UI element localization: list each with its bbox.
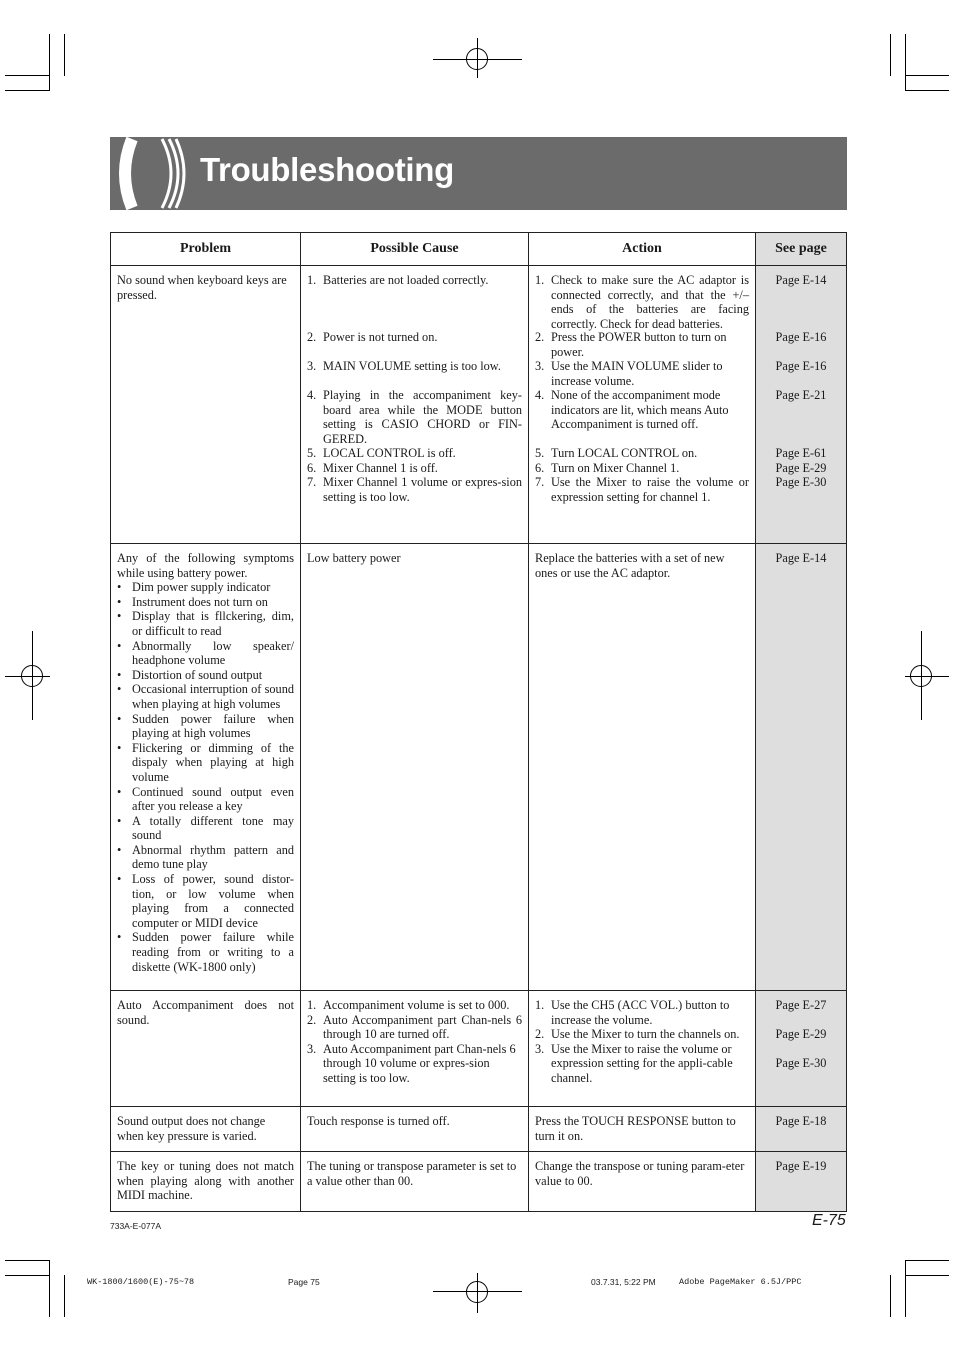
footer-file-name: WK-1800/1600(E)-75~78 [87, 1277, 195, 1287]
page-title: Troubleshooting [200, 151, 454, 188]
list-item: 1. Batteries are not loaded correctly. [307, 273, 489, 287]
list-item: 3. MAIN VOLUME setting is too low. [307, 359, 501, 373]
list-item: 2. Use the Mixer to turn the channels on. [535, 1027, 740, 1042]
list-item: 6. Turn on Mixer Channel 1. [535, 460, 680, 475]
cause-cell: Low battery power [307, 551, 401, 565]
action-cell: Press the TOUCH RESPONSE button to turn it on. [535, 1114, 736, 1143]
list-item: 4. None of the accompaniment mode indicators are lit, which means Auto Accompaniment is turned off. [535, 388, 729, 432]
table-row [111, 991, 847, 1107]
page-cell [756, 991, 846, 1079]
list-item: 2. Press the POWER button to turn on power. [535, 330, 727, 359]
page-ref: Page E-21 [775, 388, 827, 402]
action-cell: Replace the batteries with a set of new ones or use the AC adaptor. [535, 551, 725, 580]
list-item: • Flickering or dimming of the dispaly when playing at high volume [117, 740, 294, 784]
list-item: 5. LOCAL CONTROL is off. [307, 446, 456, 460]
header-cause: Possible Cause [301, 233, 529, 266]
problem-cell: Auto Accompaniment does not sound. [117, 998, 294, 1027]
list-item: • Continued sound output even after you release a key [117, 784, 294, 814]
page-ref: Page E-16 [775, 359, 827, 373]
list-item: 2. Auto Accompaniment part Chan-nels 6 through 10 are turned off. [307, 1012, 522, 1042]
action-cell [529, 991, 755, 1094]
list-item: 7. Use the Mixer to raise the volume or expression setting for channel 1. [535, 475, 749, 504]
title-banner [110, 137, 847, 210]
page-ref: Page E-61 [775, 446, 827, 460]
page-ref: Page E-29 [775, 1027, 827, 1041]
page-ref: Page E-30 [775, 1056, 827, 1070]
cause-cell [301, 266, 528, 512]
footer-datetime: 03.7.31, 5:22 PM [591, 1277, 656, 1287]
problem-cell: No sound when keyboard keys are pressed. [117, 273, 287, 302]
page-ref: Page E-27 [775, 998, 827, 1012]
table-row [111, 1107, 847, 1152]
footer-application: Adobe PageMaker 6.5J/PPC [679, 1277, 802, 1287]
page-cell: Page E-19 [775, 1159, 827, 1174]
list-item: • Distortion of sound output [117, 667, 263, 682]
problem-cell [111, 544, 300, 982]
table-header-row [111, 233, 847, 266]
list-item: • Occasional interruption of sound when playing at high volumes [117, 682, 294, 711]
page-cell [756, 266, 846, 498]
page-cell: Page E-18 [775, 1114, 827, 1128]
banner-arc-decoration [118, 137, 188, 210]
problem-intro: Any of the following symptoms while using battery power. [117, 551, 294, 580]
page-cell: Page E-14 [775, 551, 827, 565]
list-item: • Sudden power failure when playing at high volumes [117, 711, 294, 741]
page-ref: Page E-30 [775, 475, 827, 490]
list-item: 1. Use the CH5 (ACC VOL.) button to increase the volume. [535, 998, 730, 1027]
header-problem: Problem [111, 233, 301, 266]
list-item: • Dim power supply indicator [117, 580, 271, 595]
cause-cell [301, 991, 528, 1094]
list-item: 1. Check to make sure the AC adaptor is connected correctly, and that the +/– ends of the batteries are facing correctly. Check for dead batteries. [535, 273, 749, 331]
cause-cell: The tuning or transpose parameter is set to a value other than 00. [307, 1159, 517, 1188]
list-item: • Abnormal rhythm pattern and demo tune play [117, 842, 294, 872]
table-row [111, 544, 847, 991]
list-item: • Abnormally low speaker/ headphone volume [117, 638, 294, 668]
table-row [111, 266, 847, 544]
list-item: 5. Turn LOCAL CONTROL on. [535, 446, 698, 460]
header-action: Action [529, 233, 756, 266]
problem-cell: The key or tuning does not match when playing along with another MIDI machine. [117, 1159, 294, 1203]
list-item: 3. Use the MAIN VOLUME slider to increase volume. [535, 359, 723, 388]
list-item: 4. Playing in the accompaniment key-board area while the MODE button setting is CASIO CHORD or FIN-GERED. [307, 388, 522, 446]
footer-page: Page 75 [288, 1277, 320, 1287]
list-item: • Display that is fllckering, dim, or difficult to read [117, 609, 294, 638]
cause-cell: Touch response is turned off. [307, 1114, 450, 1128]
list-item: 2. Power is not turned on. [307, 330, 438, 344]
problem-cell: Sound output does not change when key pressure is varied. [117, 1114, 266, 1143]
list-item: 3. Use the Mixer to raise the volume or expression setting for the appli-cable channel. [535, 1041, 733, 1085]
header-see-page: See page [756, 233, 847, 266]
list-item: • Instrument does not turn on [117, 594, 268, 609]
table-row [111, 1152, 847, 1212]
troubleshooting-table [110, 232, 846, 1212]
page-ref: Page E-16 [775, 330, 827, 344]
page-ref: Page E-29 [775, 460, 827, 475]
page-number: E-75 [812, 1212, 846, 1229]
list-item: • Sudden power failure while reading from or writing to a diskette (WK-1800 only) [117, 930, 294, 974]
list-item: • Loss of power, sound distor-tion, or low volume when playing from a connected computer or MIDI device [117, 872, 294, 930]
action-cell [529, 266, 755, 512]
action-cell: Change the transpose or tuning param-eter value to 00. [535, 1159, 745, 1188]
list-item: 3. Auto Accompaniment part Chan-nels 6 through 10 volume or expres-sion setting is too low. [307, 1041, 516, 1085]
document-code: 733A-E-077A [110, 1221, 162, 1231]
page-ref: Page E-14 [775, 273, 827, 287]
list-item: 6. Mixer Channel 1 is off. [307, 460, 438, 475]
list-item: 1. Accompaniment volume is set to 000. [307, 998, 510, 1012]
list-item: • A totally different tone may sound [117, 813, 294, 843]
list-item: 7. Mixer Channel 1 volume or expres-sion setting is too low. [307, 475, 522, 504]
